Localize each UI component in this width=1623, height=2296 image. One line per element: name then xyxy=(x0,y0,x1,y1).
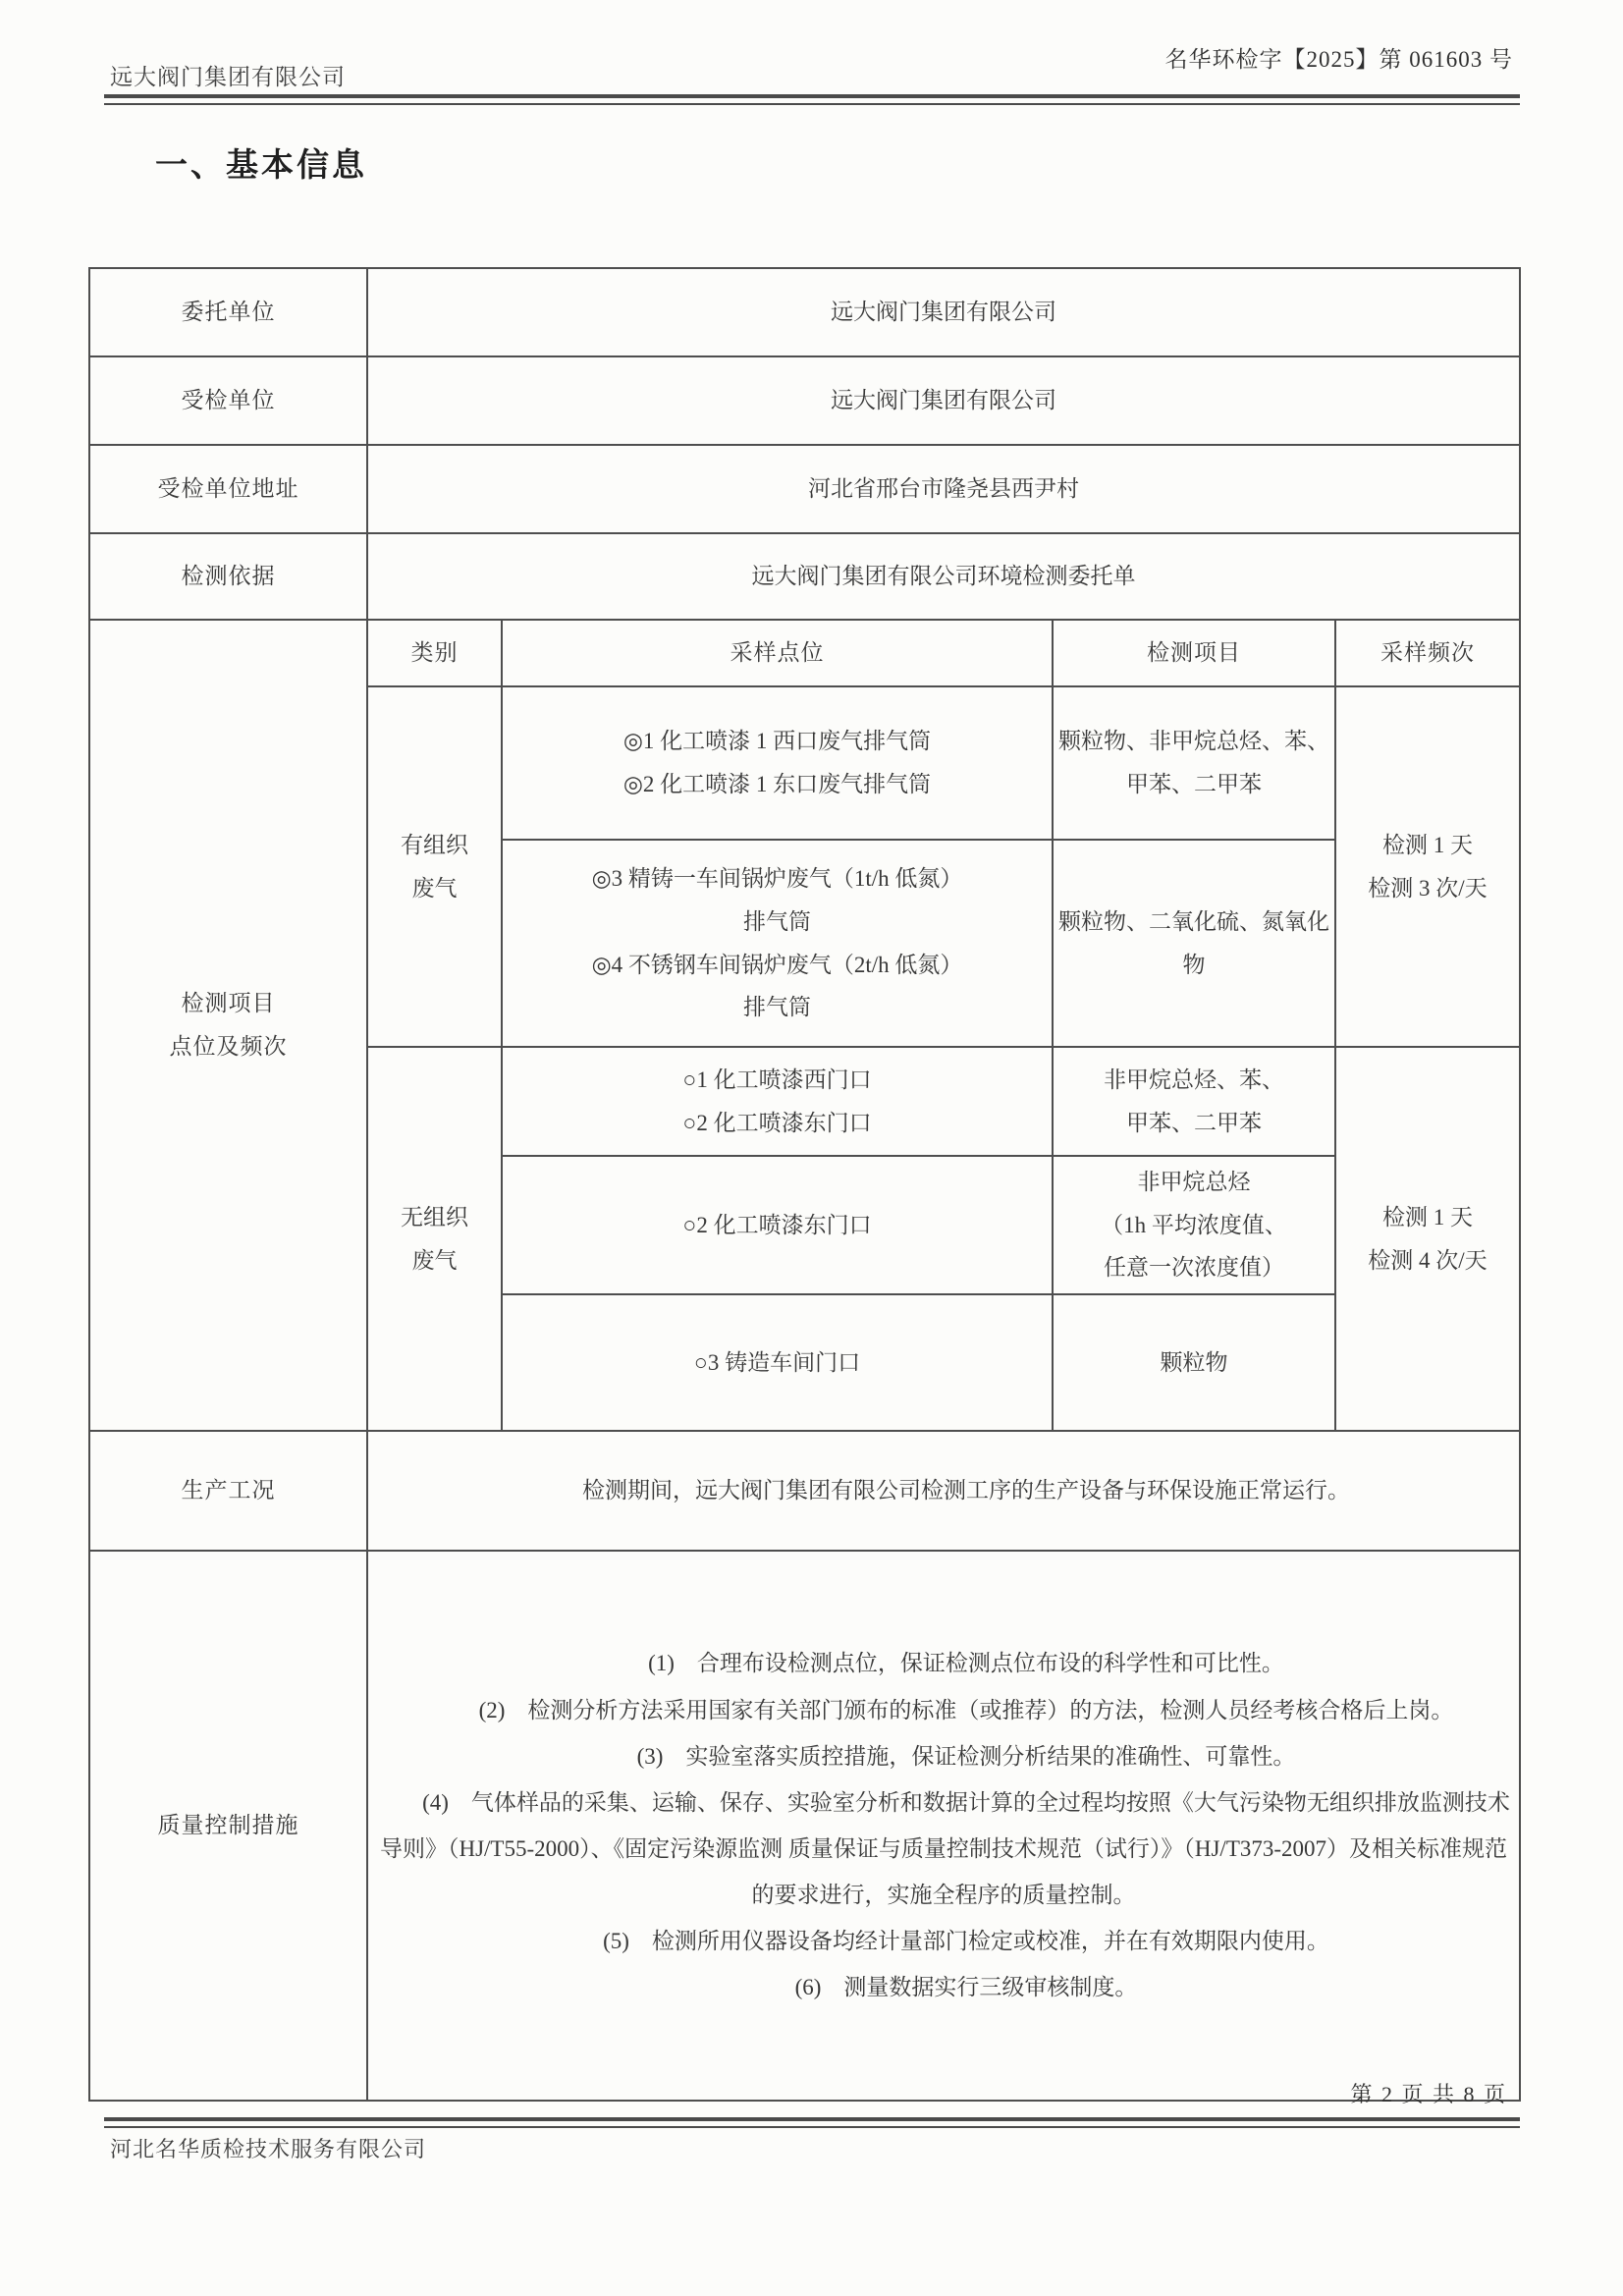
test-items: 非甲烷总烃 xyxy=(1137,1169,1251,1194)
column-header-frequency: 采样频次 xyxy=(1335,620,1520,686)
basis-value: 远大阀门集团有限公司环境检测委托单 xyxy=(367,533,1520,620)
sampling-point: ○3 铸造车间门口 xyxy=(693,1349,861,1375)
organized-points-cell-2 xyxy=(502,840,1053,1047)
organized-category-line2: 废气 xyxy=(411,875,458,901)
quality-item-6: (6) 测量数据实行三级审核制度。 xyxy=(794,1975,1138,2000)
quality-item-2: (2) 检测分析方法采用国家有关部门颁布的标准（或推荐）的方法，检测人员经考核合格后上岗。 xyxy=(478,1697,1454,1722)
sampling-point-cont: 排气筒 xyxy=(743,995,811,1020)
organized-items-cell-1 xyxy=(1053,686,1335,840)
quality-value xyxy=(367,1551,1520,2101)
monitoring-row-label xyxy=(89,620,367,1431)
header-company: 远大阀门集团有限公司 xyxy=(110,65,346,89)
sampling-point: ◎2 化工喷漆 1 东口废气排气筒 xyxy=(622,772,932,796)
test-items: 颗粒物 xyxy=(1160,1349,1228,1375)
inspected-unit-value: 远大阀门集团有限公司 xyxy=(367,356,1520,445)
column-header-category: 类别 xyxy=(367,620,502,686)
frequency-line2: 检测 4 次/天 xyxy=(1368,1247,1488,1273)
quality-item-3: (3) 实验室落实质控措施，保证检测分析结果的准确性、可靠性。 xyxy=(636,1743,1296,1769)
unorganized-category-line2: 废气 xyxy=(411,1247,458,1273)
quality-row xyxy=(89,1551,1520,2101)
sampling-point-cont: 排气筒 xyxy=(743,908,811,934)
sampling-point: ◎1 化工喷漆 1 西口废气排气筒 xyxy=(622,729,932,754)
organized-frequency-cell xyxy=(1335,686,1520,1047)
unorganized-points-cell-2 xyxy=(502,1156,1053,1294)
test-items: 甲苯、二甲苯 xyxy=(1126,1110,1262,1135)
footer-company: 河北名华质检技术服务有限公司 xyxy=(110,2137,427,2161)
info-row-address xyxy=(89,445,1520,533)
sampling-point: ○2 化工喷漆东门口 xyxy=(682,1212,872,1237)
frequency-line2: 检测 3 次/天 xyxy=(1368,875,1488,901)
footer-page-info: 第 2 页 共 8 页 xyxy=(1350,2082,1507,2106)
test-items: （1h 平均浓度值、 xyxy=(1101,1212,1287,1237)
production-row xyxy=(89,1431,1520,1551)
production-label: 生产工况 xyxy=(89,1431,367,1551)
sampling-point: ◎4 不锈钢车间锅炉废气（2t/h 低氮） xyxy=(591,952,963,977)
column-header-points: 采样点位 xyxy=(502,620,1053,686)
unorganized-items-cell-1 xyxy=(1053,1047,1335,1156)
test-items: 颗粒物、非甲烷总烃、苯、甲苯、二甲苯 xyxy=(1058,729,1329,796)
info-row-basis xyxy=(89,533,1520,620)
info-row-inspected xyxy=(89,356,1520,445)
quality-item-1: (1) 合理布设检测点位，保证检测点位布设的科学性和可比性。 xyxy=(648,1651,1284,1676)
monitoring-header-row xyxy=(89,620,1520,686)
unorganized-points-cell-3 xyxy=(502,1294,1053,1431)
test-items: 任意一次浓度值） xyxy=(1104,1255,1284,1281)
quality-item-4: (4) 气体样品的采集、运输、保存、实验室分析和数据计算的全过程均按照《大气污染物无组织排放监测技术导则》（HJ/T55-2000）、《固定污染源监测 质量保证与质量控制技术规范（试行）》（HJ/T373-2007）及相关标准规范的要求进行，实施全程序的质量控制。 xyxy=(379,1789,1510,1908)
inspected-unit-label: 受检单位 xyxy=(89,356,367,445)
quality-item-5: (5) 检测所用仪器设备均经计量部门检定或校准，并在有效期限内使用。 xyxy=(603,1929,1329,1954)
frequency-line1: 检测 1 天 xyxy=(1382,1204,1473,1230)
quality-label: 质量控制措施 xyxy=(89,1551,367,2101)
entrust-unit-label: 委托单位 xyxy=(89,268,367,356)
basis-label: 检测依据 xyxy=(89,533,367,620)
address-value: 河北省邢台市隆尧县西尹村 xyxy=(367,445,1520,533)
column-header-items: 检测项目 xyxy=(1053,620,1335,686)
frequency-line1: 检测 1 天 xyxy=(1382,832,1473,857)
page-title: 一、基本信息 xyxy=(155,148,367,184)
test-items: 颗粒物、二氧化硫、氮氧化物 xyxy=(1058,908,1329,977)
unorganized-frequency-cell xyxy=(1335,1047,1520,1431)
footer-rule xyxy=(104,2117,1520,2128)
organized-points-cell-1 xyxy=(502,686,1053,840)
header-doc-number: 名华环检字【2025】第 061603 号 xyxy=(1164,47,1513,72)
basic-info-table xyxy=(88,267,1521,2102)
unorganized-items-cell-2 xyxy=(1053,1156,1335,1294)
monitoring-row-label-line1: 检测项目 xyxy=(181,991,276,1016)
unorganized-items-cell-3 xyxy=(1053,1294,1335,1431)
entrust-unit-value: 远大阀门集团有限公司 xyxy=(367,268,1520,356)
organized-category-cell xyxy=(367,686,502,1047)
unorganized-category-line1: 无组织 xyxy=(401,1204,468,1230)
unorganized-category-cell xyxy=(367,1047,502,1431)
organized-items-cell-2 xyxy=(1053,840,1335,1047)
production-value: 检测期间，远大阀门集团有限公司检测工序的生产设备与环保设施正常运行。 xyxy=(367,1431,1520,1551)
address-label: 受检单位地址 xyxy=(89,445,367,533)
organized-category-line1: 有组织 xyxy=(401,832,468,857)
test-items: 非甲烷总烃、苯、 xyxy=(1104,1066,1284,1092)
sampling-point: ○2 化工喷漆东门口 xyxy=(682,1110,872,1135)
monitoring-row-label-line2: 点位及频次 xyxy=(169,1034,288,1059)
header-rule xyxy=(104,94,1520,105)
info-row-entrust xyxy=(89,268,1520,356)
sampling-point: ○1 化工喷漆西门口 xyxy=(682,1066,872,1092)
sampling-point: ◎3 精铸一车间锅炉废气（1t/h 低氮） xyxy=(591,866,963,892)
unorganized-points-cell-1 xyxy=(502,1047,1053,1156)
